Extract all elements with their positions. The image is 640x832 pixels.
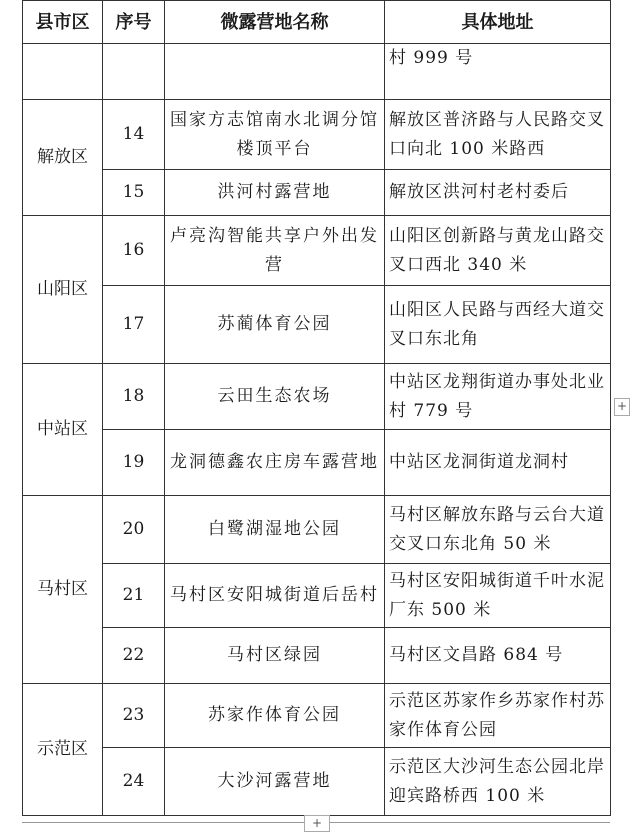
district-cell: 示范区 bbox=[23, 684, 103, 816]
seq-cell: 18 bbox=[103, 364, 165, 430]
seq-cell: 20 bbox=[103, 496, 165, 564]
name-cell: 马村区绿园 bbox=[165, 628, 385, 684]
name-cell: 大沙河露营地 bbox=[165, 748, 385, 816]
table-row bbox=[23, 628, 611, 684]
address-cell: 山阳区人民路与西经大道交叉口东北角 bbox=[385, 286, 611, 364]
add-row-button[interactable]: + bbox=[304, 815, 330, 832]
campsite-table bbox=[22, 0, 611, 816]
address-cell: 解放区洪河村老村委后 bbox=[385, 170, 611, 216]
header-name: 微露营地名称 bbox=[165, 1, 385, 44]
header-district: 县市区 bbox=[23, 1, 103, 44]
name-cell: 苏蔺体育公园 bbox=[165, 286, 385, 364]
address-cell: 村 999 号 bbox=[385, 44, 611, 100]
table-row bbox=[23, 100, 611, 170]
district-cell: 山阳区 bbox=[23, 216, 103, 364]
name-cell: 云田生态农场 bbox=[165, 364, 385, 430]
table-row bbox=[23, 564, 611, 628]
header-address: 具体地址 bbox=[385, 1, 611, 44]
seq-cell: 15 bbox=[103, 170, 165, 216]
name-cell: 卢亮沟智能共享户外出发营 bbox=[165, 216, 385, 286]
seq-cell: 22 bbox=[103, 628, 165, 684]
table-row bbox=[23, 748, 611, 816]
seq-cell: 17 bbox=[103, 286, 165, 364]
table-row bbox=[23, 430, 611, 496]
seq-cell bbox=[103, 44, 165, 100]
seq-cell: 24 bbox=[103, 748, 165, 816]
district-cell: 马村区 bbox=[23, 496, 103, 684]
name-cell: 洪河村露营地 bbox=[165, 170, 385, 216]
table-row bbox=[23, 684, 611, 748]
table-row bbox=[23, 496, 611, 564]
seq-cell: 16 bbox=[103, 216, 165, 286]
table-row bbox=[23, 170, 611, 216]
name-cell: 马村区安阳城街道后岳村 bbox=[165, 564, 385, 628]
district-cell: 解放区 bbox=[23, 100, 103, 216]
address-cell: 解放区普济路与人民路交叉口向北 100 米路西 bbox=[385, 100, 611, 170]
district-cell bbox=[23, 44, 103, 100]
seq-cell: 23 bbox=[103, 684, 165, 748]
add-column-button[interactable]: + bbox=[614, 398, 630, 416]
address-cell: 示范区大沙河生态公园北岸迎宾路桥西 100 米 bbox=[385, 748, 611, 816]
table-row bbox=[23, 44, 611, 100]
name-cell bbox=[165, 44, 385, 100]
table-row bbox=[23, 216, 611, 286]
address-cell: 示范区苏家作乡苏家作村苏家作体育公园 bbox=[385, 684, 611, 748]
seq-cell: 19 bbox=[103, 430, 165, 496]
table-row bbox=[23, 364, 611, 430]
table-row bbox=[23, 286, 611, 364]
address-cell: 马村区解放东路与云台大道交叉口东北角 50 米 bbox=[385, 496, 611, 564]
district-cell: 中站区 bbox=[23, 364, 103, 496]
header-row bbox=[23, 1, 611, 44]
address-cell: 山阳区创新路与黄龙山路交叉口西北 340 米 bbox=[385, 216, 611, 286]
seq-cell: 21 bbox=[103, 564, 165, 628]
address-cell: 马村区文昌路 684 号 bbox=[385, 628, 611, 684]
seq-cell: 14 bbox=[103, 100, 165, 170]
address-cell: 马村区安阳城街道千叶水泥厂东 500 米 bbox=[385, 564, 611, 628]
address-cell: 中站区龙翔街道办事处北业村 779 号 bbox=[385, 364, 611, 430]
name-cell: 白鹭湖湿地公园 bbox=[165, 496, 385, 564]
address-cell: 中站区龙洞街道龙洞村 bbox=[385, 430, 611, 496]
name-cell: 龙洞德鑫农庄房车露营地 bbox=[165, 430, 385, 496]
name-cell: 苏家作体育公园 bbox=[165, 684, 385, 748]
name-cell: 国家方志馆南水北调分馆楼顶平台 bbox=[165, 100, 385, 170]
header-seq: 序号 bbox=[103, 1, 165, 44]
